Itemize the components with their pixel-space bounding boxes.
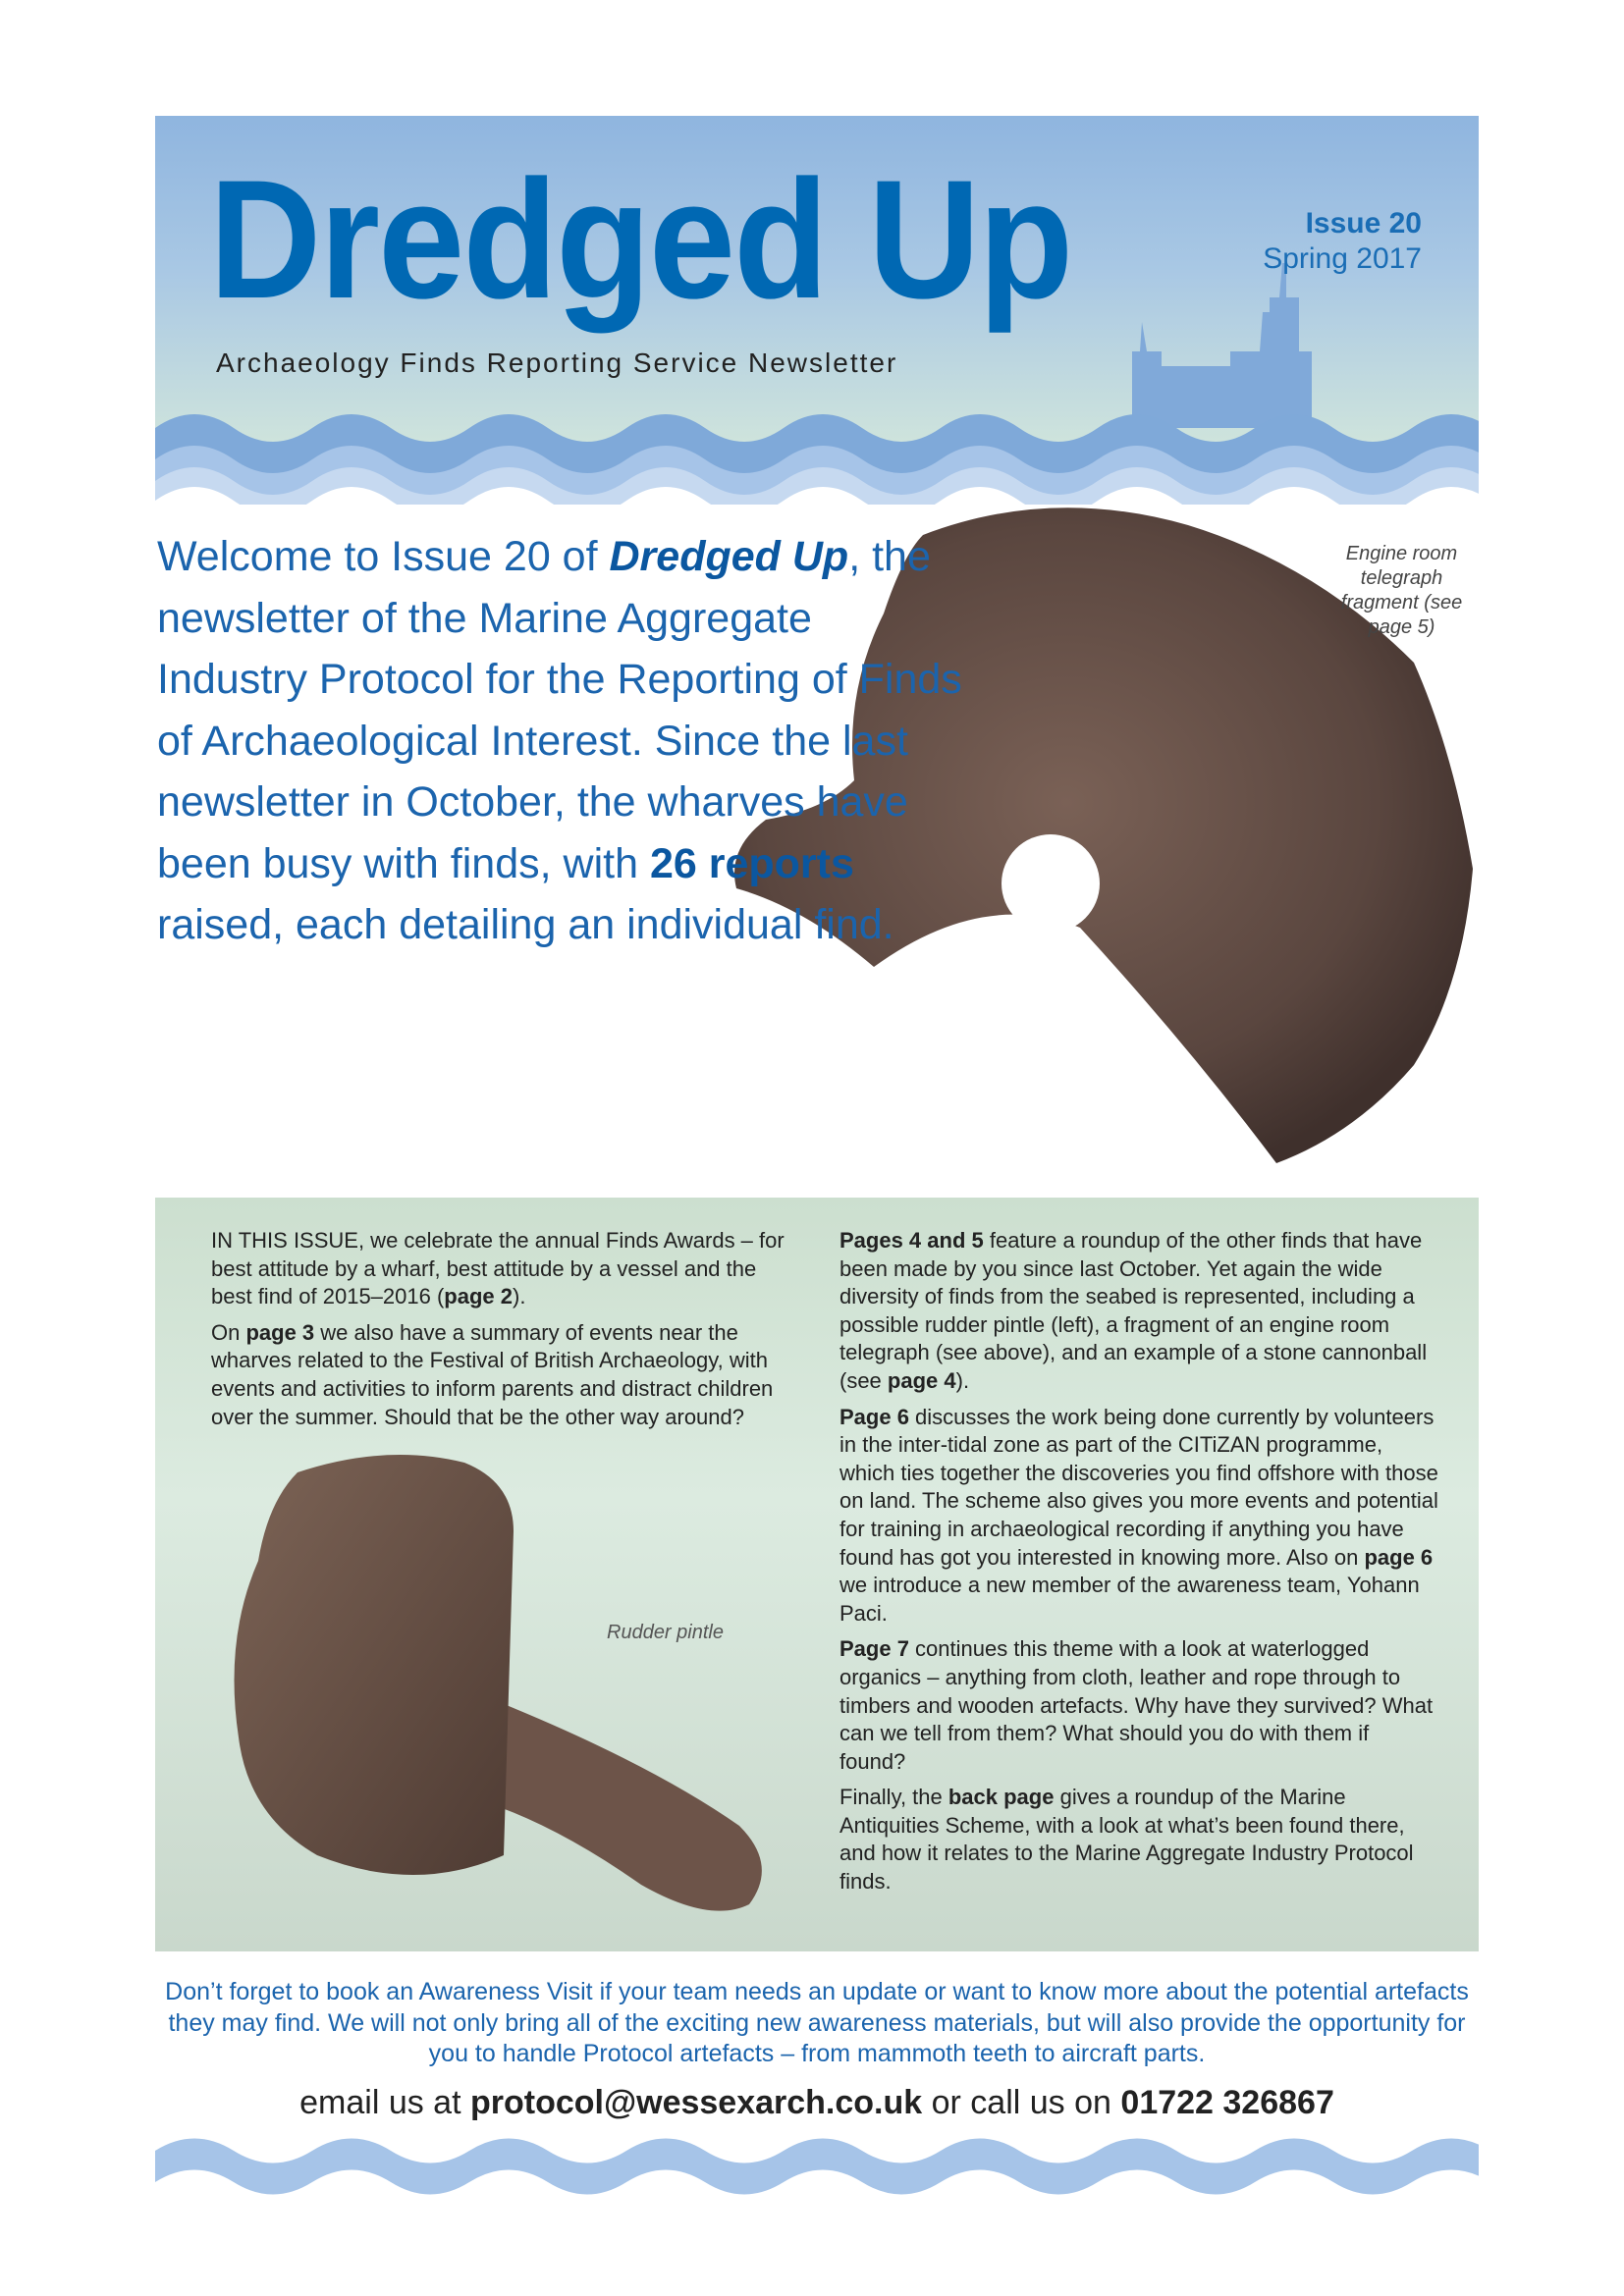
issue-season: Spring 2017: [1263, 242, 1422, 275]
newsletter-subtitle: Archaeology Finds Reporting Service Newsletter: [216, 347, 898, 378]
issue-info: [1263, 206, 1422, 277]
footer-waves: [155, 2131, 1479, 2200]
intro-title-emph: Dredged Up: [609, 533, 849, 580]
paragraph: Page 7 continues this theme with a look at waterlogged organics – anything from cloth, leather and rope through to timbers and wooden artefacts. Why have they survived? What can we tell from them? What should you do with them if found?: [839, 1636, 1434, 1774]
pintle-caption: Rudder pintle: [607, 1622, 724, 1643]
contact-line: email us at protocol@wessexarch.co.uk or call us on 01722 326867: [299, 2083, 1334, 2121]
masthead: [155, 116, 1479, 505]
issue-number: Issue 20: [1305, 207, 1422, 240]
intro-text: [157, 526, 962, 956]
paragraph: IN THIS ISSUE, we celebrate the annual Finds Awards – for best attitude by a wharf, best attitude by a vessel and the best find of 2015–2016 (page 2).: [211, 1228, 785, 1309]
paragraph: On page 3 we also have a summary of events near the wharves related to the Festival of British Archaeology, with events and activities to inform parents and distract children over the summer. Should that be the other way around?: [211, 1319, 774, 1429]
intro-seg: , the newsletter of the Marine Aggregate Industry Protocol for the Reporting of Finds of Archaeological Interest. Since the last newsletter in October, the wharves have been busy with finds, with: [157, 533, 962, 887]
left-column: [211, 1227, 800, 1922]
in-this-issue-box: [155, 1198, 1479, 1951]
awareness-visit-text: Don’t forget to book an Awareness Visit if your team needs an update or want to know more about the potential artefacts they may find. We will not only bring all of the exciting new awareness materials, but will also provide the opportunity for you to handle Protocol artefacts – from mammoth teeth to aircraft parts.: [165, 1978, 1469, 2067]
paragraph: Finally, the back page gives a roundup of the Marine Antiquities Scheme, with a look at what’s been found there, and how it relates to the Marine Aggregate Industry Protocol finds.: [839, 1785, 1414, 1895]
lower-section: [155, 1198, 1479, 2200]
email-link[interactable]: protocol@wessexarch.co.uk: [469, 2083, 923, 2121]
phone-number: 01722 326867: [1120, 2083, 1334, 2121]
intro-seg: Welcome to Issue 20 of: [157, 533, 610, 580]
telegraph-caption: Engine room telegraph fragment (see page 5): [1340, 543, 1463, 638]
newsletter-title: Dredged Up: [209, 145, 1072, 334]
intro-seg: raised, each detailing an individual find.: [157, 901, 894, 948]
paragraph: Page 6 discusses the work being done currently by volunteers in the inter-tidal zone as part of the CITiZAN programme, which ties together the discoveries you find offshore with those on land. The scheme also gives you more events and potential for training in archaeological recording if anything you have found has got you interested in knowing more. Also on page 6 we introduce a new member of the awareness team, Yohann Paci.: [839, 1404, 1438, 1626]
paragraph: Pages 4 and 5 feature a roundup of the other finds that have been made by you since last October. Yet again the wide diversity of finds from the seabed is represented, including a possible rudder pintle (left), a fragment of an engine room telegraph (see above), and an example of a stone cannonball (see page 4).: [839, 1228, 1428, 1393]
right-column: [839, 1227, 1439, 1922]
report-count: 26 reports: [649, 839, 854, 887]
